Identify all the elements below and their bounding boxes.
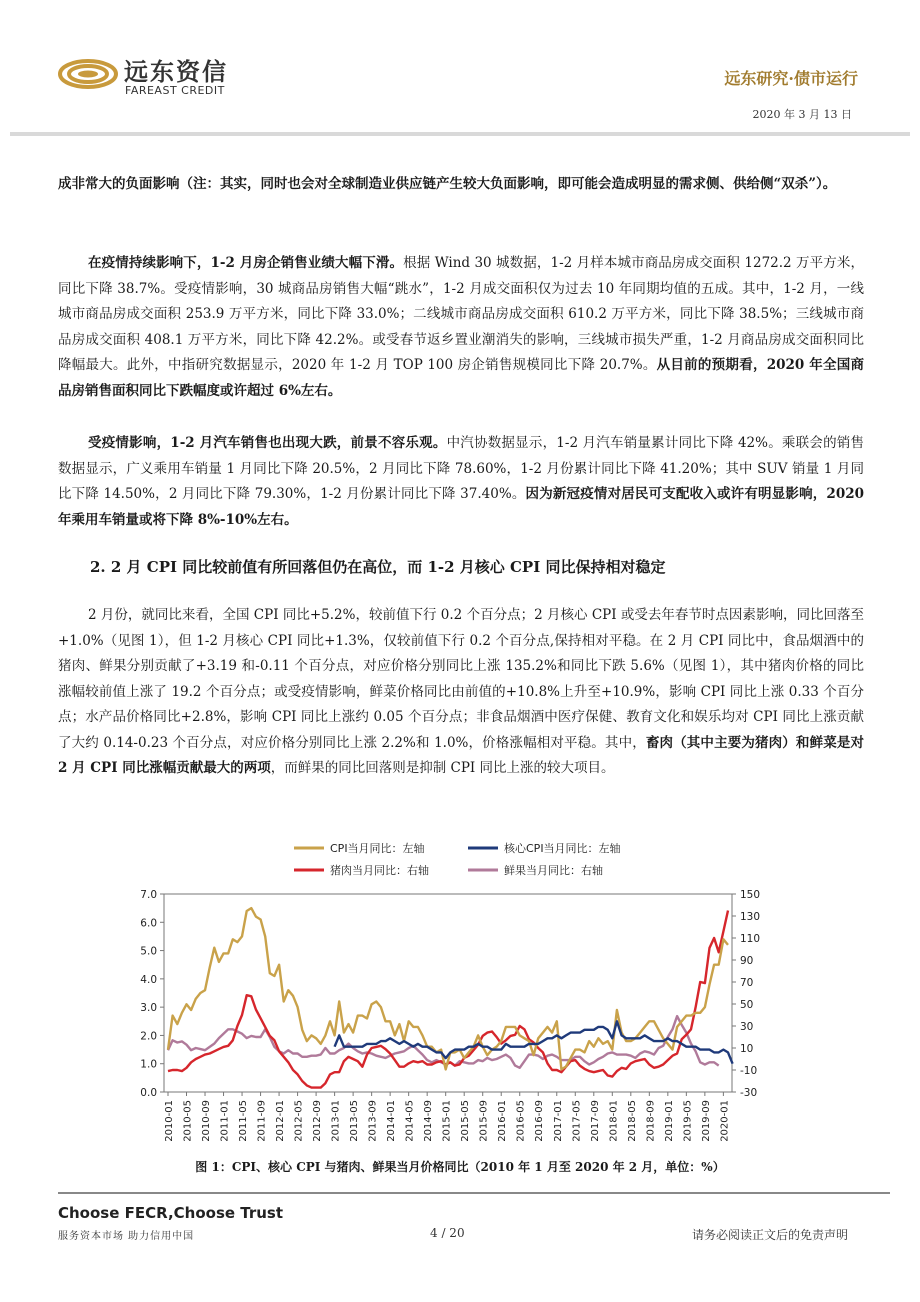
cpi-highlight: 畜肉（其中主要为猪肉）和鲜菜是对 2 月 CPI 同比涨幅贡献最大的两项 [58, 734, 864, 776]
company-logo [58, 52, 238, 102]
disclaimer-note: 请务必阅读正文后的免责声明 [691, 1228, 848, 1242]
paragraph-cpi [58, 603, 864, 782]
header-divider [10, 132, 910, 136]
x-tick-label: 2018-09 [645, 1100, 657, 1142]
x-tick-label: 2012-05 [293, 1100, 305, 1142]
y-right-tick-label: 50 [740, 999, 754, 1011]
x-tick-label: 2015-01 [441, 1100, 453, 1142]
x-tick-label: 2010-09 [201, 1100, 213, 1142]
auto-body: 中汽协数据显示，1-2 月汽车销量累计同比下降 42%。乘联会的销售数据显示，广义乘用车销量 1 月同比下降 20.5%，2 月同比下降 78.60%，1-2 月份累计同比下降 41.20%；其中 SUV 销量 1 月同比下降 14.50%，2 月同比下降 79.30%，1-2 月份累计同比下降 37.40%。 [58, 435, 865, 502]
y-right-tick-label: 130 [740, 911, 761, 923]
x-tick-label: 2019-05 [682, 1100, 694, 1142]
y-left-tick-label: 5.0 [140, 945, 157, 958]
y-left-tick-label: 0.0 [140, 1087, 157, 1099]
paragraph-1 [58, 172, 864, 198]
y-right-tick-label: 70 [740, 977, 754, 989]
y-left-tick-label: 3.0 [140, 1002, 157, 1015]
footer-slogan-cn: 服务资本市场 助力信用中国 [58, 1231, 195, 1242]
legend-label: 猪肉当月同比：右轴 [330, 864, 429, 877]
paragraph-auto [58, 431, 864, 533]
x-tick-label: 2015-09 [478, 1100, 490, 1142]
cpi-tail: ，而鲜果的同比回落则是抑制 CPI 同比上涨的较大项目。 [270, 760, 615, 776]
x-tick-label: 2011-09 [256, 1100, 268, 1142]
y-right-tick-label: 10 [740, 1043, 754, 1055]
page-header [0, 0, 920, 140]
y-left-tick-label: 7.0 [140, 889, 157, 901]
x-tick-label: 2016-05 [515, 1100, 527, 1142]
y-right-tick-label: 90 [740, 955, 754, 967]
x-tick-label: 2019-09 [700, 1100, 712, 1142]
x-tick-label: 2020-01 [719, 1100, 731, 1142]
x-tick-label: 2010-05 [182, 1100, 194, 1142]
logo-text-cn: 远东资信 [124, 58, 228, 86]
legend-label: CPI当月同比：左轴 [330, 842, 425, 855]
x-tick-label: 2016-09 [534, 1100, 546, 1142]
x-tick-label: 2011-05 [238, 1100, 250, 1142]
x-tick-label: 2011-01 [219, 1100, 231, 1142]
cpi-chart-svg [128, 830, 788, 1160]
x-tick-label: 2014-01 [386, 1100, 398, 1142]
x-tick-label: 2018-01 [608, 1100, 620, 1142]
footer-slogan-en: Choose FECR,Choose Trust [58, 1204, 284, 1222]
y-right-tick-label: -30 [740, 1087, 758, 1099]
y-left-tick-label: 6.0 [140, 917, 157, 930]
y-left-tick-label: 4.0 [140, 973, 157, 986]
x-tick-label: 2018-05 [626, 1100, 638, 1142]
legend-label: 鲜果当月同比：右轴 [504, 864, 603, 877]
x-tick-label: 2014-09 [423, 1100, 435, 1142]
cpi-body: 2 月份，就同比来看，全国 CPI 同比+5.2%，较前值下行 0.2 个百分点；2 月核心 CPI 或受去年春节时点因素影响，同比回落至+1.0%（见图 1），但 1-2 月核心 CPI 同比+1.3%，仅较前值下行 0.2 个百分点,保持相对平稳。在 2 月 CPI 同比中，食品烟酒中的猪肉、鲜果分别贡献了+3.19 和-0.11 个百分点，对应价格分别同比上涨 135.2%和同比下跌 5.6%（见图 1），其中猪肉价格的同比涨幅较前值上涨了 19.2 个百分点；或受疫情影响，鲜菜价格同比由前值的+10.8%上升至+10.9%，影响 CPI 同比上涨 0.33 个百分点；水产品价格同比+2.8%，影响 CPI 同比上涨约 0.05 个百分点；非食品烟酒中医疗保健、教育文化和娱乐均对 CPI 同比上涨贡献了大约 0.14-0.23 个百分点，对应价格分别同比上涨 2.2%和 1.0%，价格涨幅相对平稳。其中， [58, 607, 864, 751]
x-tick-label: 2012-01 [275, 1100, 287, 1142]
y-right-tick-label: 110 [740, 933, 761, 945]
paragraph-1-text: 成非常大的负面影响（注：其实，同时也会对全球制造业供应链产生较大负面影响，即可能会造成明显的需求侧、供给侧“双杀”）。 [58, 176, 837, 192]
logo-text-en: FAREAST CREDIT [125, 84, 225, 97]
y-right-tick-label: 30 [740, 1021, 754, 1033]
x-tick-label: 2016-01 [497, 1100, 509, 1142]
auto-lead: 受疫情影响，1-2 月汽车销售也出现大跌，前景不容乐观。 [88, 435, 447, 451]
section-heading [58, 554, 864, 580]
x-tick-label: 2015-05 [460, 1100, 472, 1142]
x-tick-label: 2010-01 [164, 1100, 175, 1142]
x-tick-label: 2013-09 [367, 1100, 379, 1142]
x-tick-label: 2013-01 [330, 1100, 342, 1142]
housing-body: 根据 Wind 30 城数据，1-2 月样本城市商品房成交面积 1272.2 万平方米，同比下降 38.7%。受疫情影响，30 城商品房销售大幅“跳水”，1-2 月成交面积仅为过去 10 年同期均值的五成。其中，1-2 月，一线城市商品房成交面积 253.9 万平方米，同比下降 33.0%；二线城市商品房成交面积 610.2 万平方米，同比下降 38.5%；三线城市商品房成交面积 408.1 万平方米，同比下降 42.2%。或受春节返乡置业潮消失的影响，三线城市损失严重，1-2 月商品房成交面积同比降幅最大。此外，中指研究数据显示，2020 年 1-2 月 TOP 100 房企销售规模同比下降 20.7%。 [58, 255, 864, 373]
legend-label: 核心CPI当月同比：左轴 [504, 842, 621, 855]
cpi-chart [128, 830, 788, 1160]
logo-mark-icon [58, 52, 118, 96]
x-tick-label: 2012-09 [312, 1100, 324, 1142]
x-tick-label: 2017-01 [552, 1100, 564, 1142]
series-line [168, 908, 728, 1069]
housing-conclusion: 从目前的预期看，2020 年全国商品房销售面积同比下跌幅度或许超过 6%左右。 [58, 357, 864, 399]
section-heading-text: 2. 2 月 CPI 同比较前值有所回落但仍在高位，而 1-2 月核心 CPI 同比保持相对稳定 [90, 558, 666, 576]
x-tick-label: 2019-01 [663, 1100, 675, 1142]
housing-lead: 在疫情持续影响下，1-2 月房企销售业绩大幅下滑。 [88, 255, 404, 271]
paragraph-housing [58, 251, 864, 404]
y-left-tick-label: 1.0 [140, 1058, 157, 1071]
report-date: 2020 年 3 月 13 日 [752, 108, 852, 121]
report-series-title: 远东研究·债市运行 [724, 69, 858, 88]
y-right-tick-label: 150 [740, 889, 761, 901]
x-tick-label: 2013-05 [349, 1100, 361, 1142]
figure-caption: 图 1：CPI、核心 CPI 与猪肉、鲜果当月价格同比（2010 年 1 月至 2020 年 2 月，单位：%） [195, 1160, 725, 1174]
x-tick-label: 2017-09 [589, 1100, 601, 1142]
x-tick-label: 2017-05 [571, 1100, 583, 1142]
footer-divider [58, 1192, 890, 1194]
x-tick-label: 2014-05 [404, 1100, 416, 1142]
y-left-tick-label: 2.0 [140, 1030, 157, 1043]
page-number: 4 / 20 [430, 1226, 465, 1240]
auto-conclusion: 因为新冠疫情对居民可支配收入或许有明显影响，2020 年乘用车销量或将下降 8%-10%左右。 [58, 486, 864, 528]
y-right-tick-label: -10 [740, 1065, 758, 1077]
